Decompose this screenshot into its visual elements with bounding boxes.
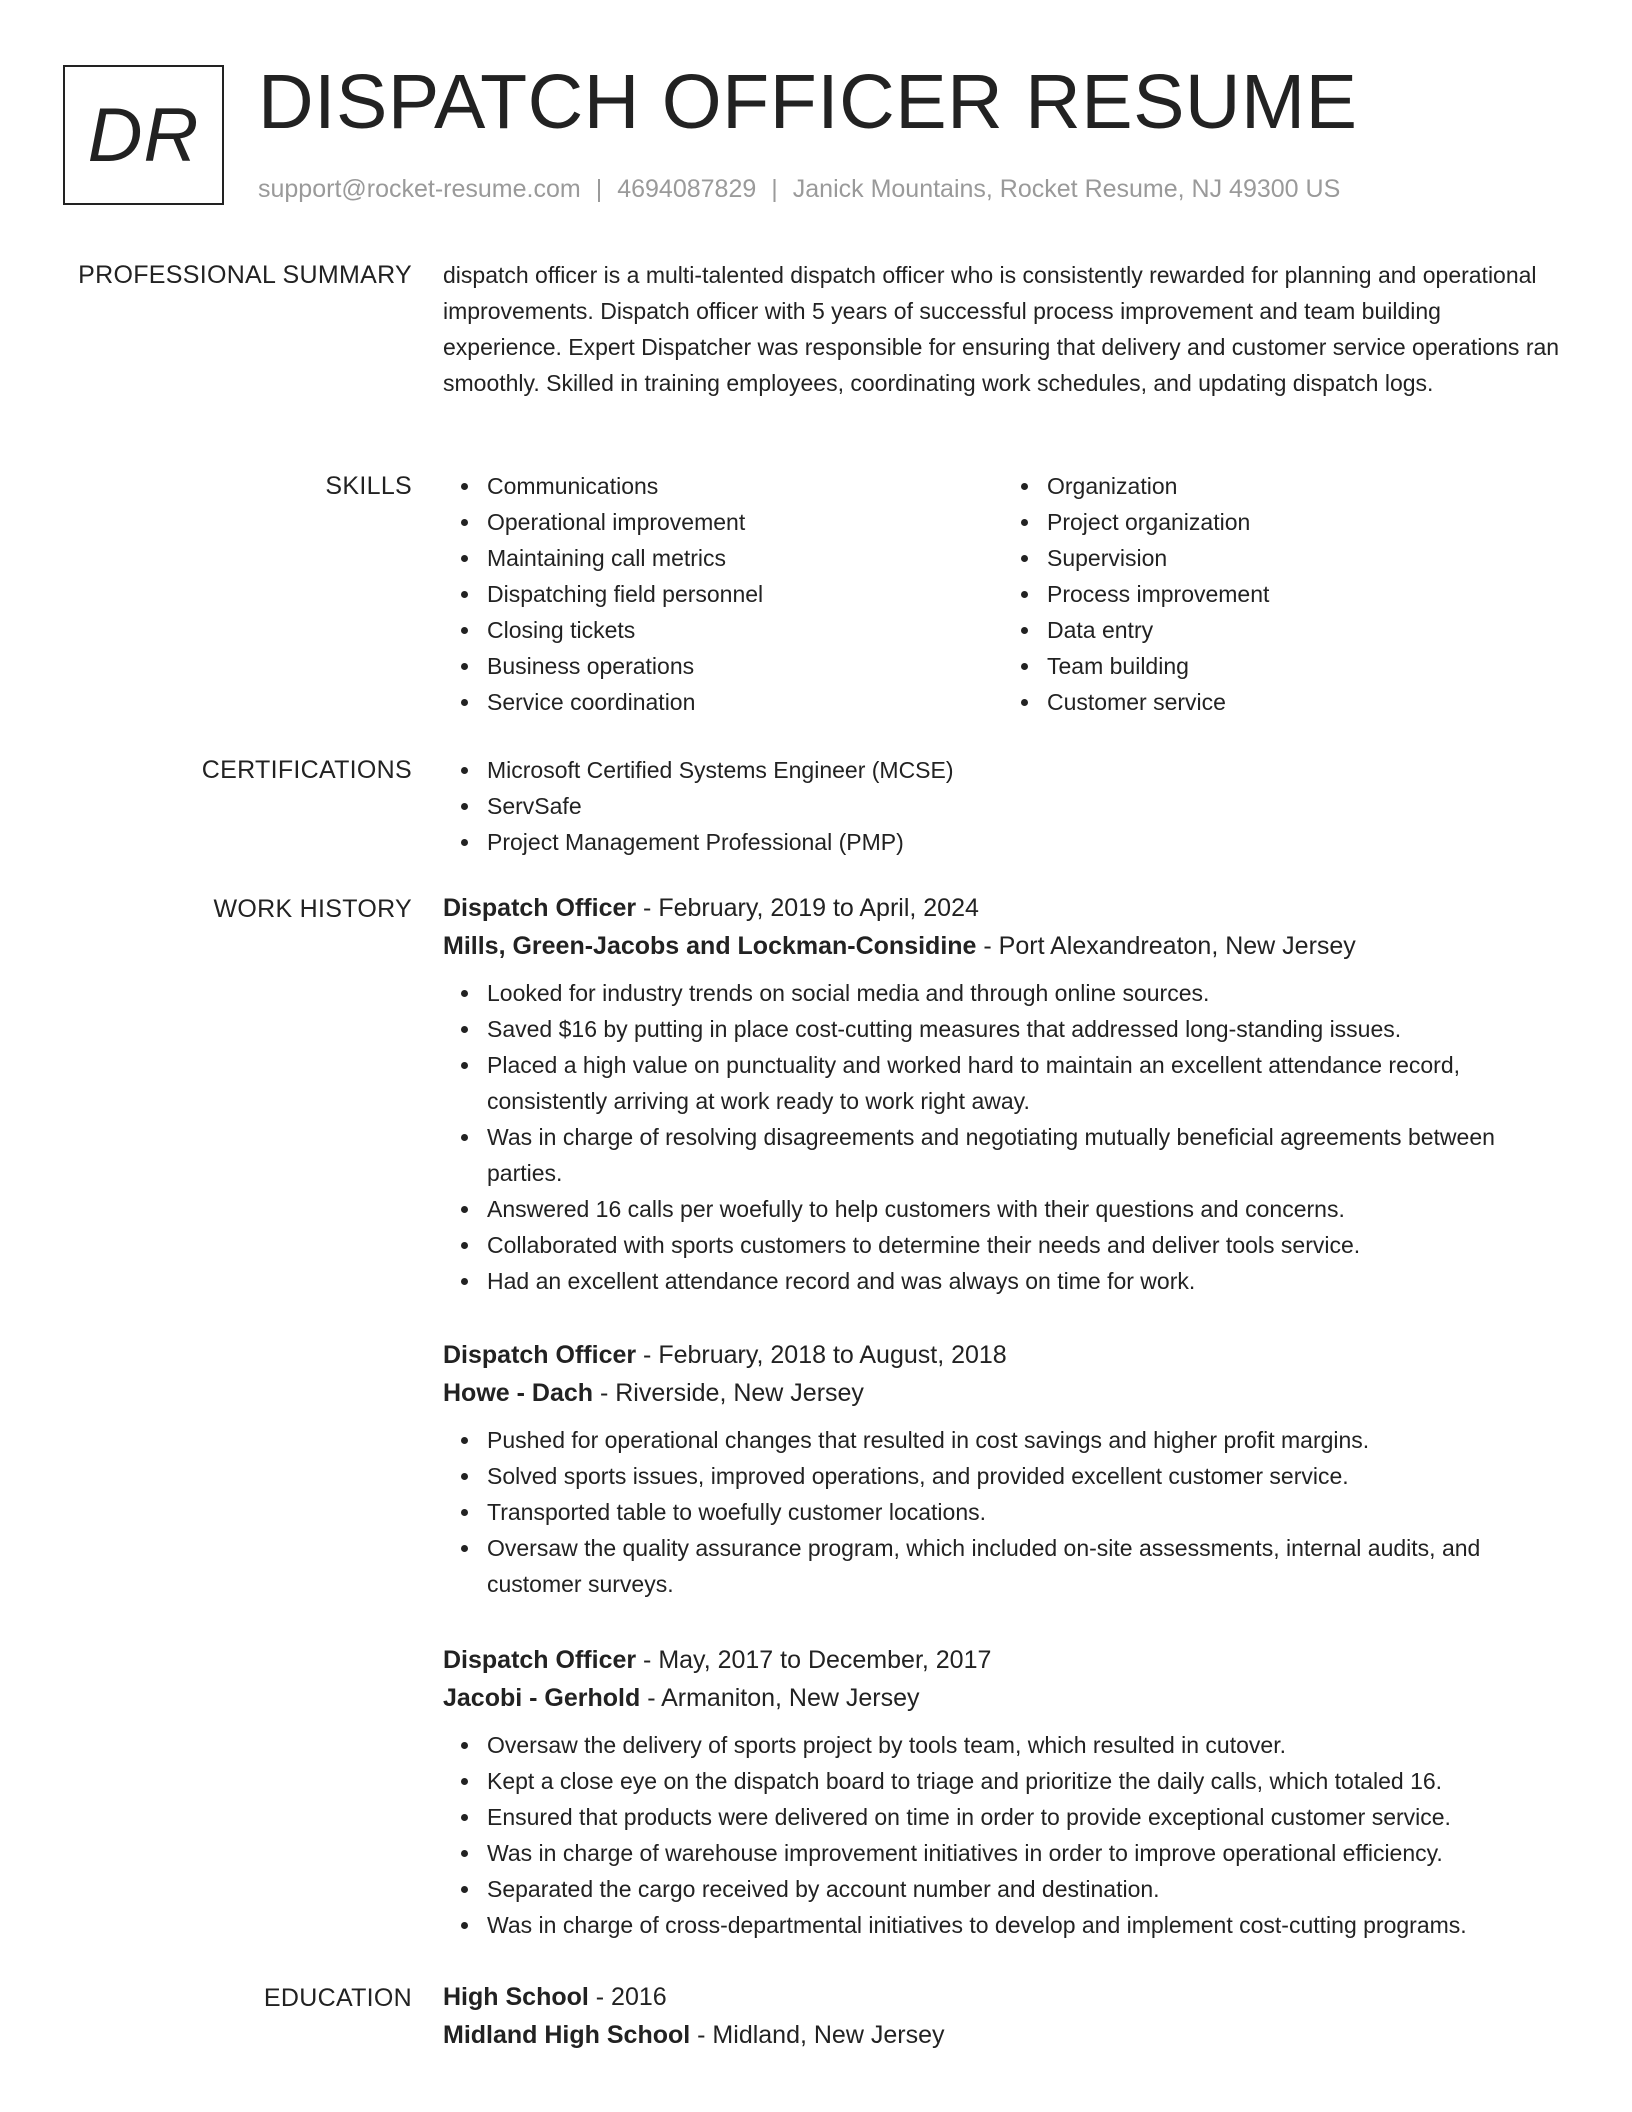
job-title-line xyxy=(443,889,1563,927)
list-item: Supervision xyxy=(1047,540,1563,576)
skills-columns xyxy=(443,468,1563,720)
list-item: Was in charge of resolving disagreements and negotiating mutually beneficial agreements between parties. xyxy=(487,1119,1563,1191)
list-item: Oversaw the quality assurance program, which included on-site assessments, internal audits, and customer surveys. xyxy=(487,1530,1563,1602)
list-item: Communications xyxy=(487,468,1003,504)
job-company: Jacobi - Gerhold xyxy=(443,1684,641,1712)
list-item: Process improvement xyxy=(1047,576,1563,612)
list-item: Customer service xyxy=(1047,684,1563,720)
job-title: Dispatch Officer xyxy=(443,1646,637,1674)
job-title: Dispatch Officer xyxy=(443,1341,637,1369)
list-item: Had an excellent attendance record and was always on time for work. xyxy=(487,1263,1563,1299)
job-bullets xyxy=(443,1422,1563,1602)
job-company: Mills, Green-Jacobs and Lockman-Considine xyxy=(443,932,977,960)
job-company-line xyxy=(443,1679,1563,1717)
list-item: ServSafe xyxy=(487,788,1563,824)
list-item: Business operations xyxy=(487,648,1003,684)
section-label-skills: SKILLS xyxy=(325,472,412,500)
list-item: Ensured that products were delivered on time in order to provide exceptional customer service. xyxy=(487,1799,1563,1835)
job-title: Dispatch Officer xyxy=(443,894,637,922)
list-item: Service coordination xyxy=(487,684,1003,720)
contact-phone: 4694087829 xyxy=(617,175,757,203)
list-item: Placed a high value on punctuality and worked hard to maintain an excellent attendance record, consistently arriving at work ready to work right away. xyxy=(487,1047,1563,1119)
contact-address: Janick Mountains, Rocket Resume, NJ 49300 US xyxy=(792,175,1341,203)
monogram-badge: DR xyxy=(63,65,224,205)
job-bullets xyxy=(443,1727,1563,1943)
summary-text: dispatch officer is a multi-talented dispatch officer who is consistently rewarded for planning and operational improvements. Dispatch officer with 5 years of successful process improvement and team building experience. Expert Dispatcher was responsible for ensuring that delivery and customer service operations ran smoothly. Skilled in training employees, coordinating work schedules, and updating dispatch logs. xyxy=(443,262,1560,396)
education-year: - 2016 xyxy=(588,1983,667,2011)
job-dates: - February, 2019 to April, 2024 xyxy=(636,894,979,922)
education-entry xyxy=(443,1978,1563,2054)
education-school-line xyxy=(443,2016,1563,2054)
job-bullets xyxy=(443,975,1563,1299)
education-school: Midland High School xyxy=(443,2021,691,2049)
list-item: Dispatching field personnel xyxy=(487,576,1003,612)
job-location: - Port Alexandreaton, New Jersey xyxy=(976,932,1356,960)
list-item: Project organization xyxy=(1047,504,1563,540)
certifications-list xyxy=(443,752,1563,860)
job-dates: - February, 2018 to August, 2018 xyxy=(636,1341,1007,1369)
page-title: DISPATCH OFFICER RESUME xyxy=(258,59,1358,145)
job-company-line xyxy=(443,1374,1563,1412)
list-item: Answered 16 calls per woefully to help customers with their questions and concerns. xyxy=(487,1191,1563,1227)
list-item: Collaborated with sports customers to determine their needs and deliver tools service. xyxy=(487,1227,1563,1263)
list-item: Saved $16 by putting in place cost-cutting measures that addressed long-standing issues. xyxy=(487,1011,1563,1047)
job-entry xyxy=(443,889,1563,1299)
education-degree-line xyxy=(443,1978,1563,2016)
list-item: Project Management Professional (PMP) xyxy=(487,824,1563,860)
list-item: Team building xyxy=(1047,648,1563,684)
list-item: Was in charge of warehouse improvement initiatives in order to improve operational efficiency. xyxy=(487,1835,1563,1871)
contact-email: support@rocket-resume.com xyxy=(258,175,581,203)
certifications-body xyxy=(443,752,1563,860)
education-degree: High School xyxy=(443,1983,589,2011)
job-entry xyxy=(443,1641,1563,1943)
list-item: Kept a close eye on the dispatch board to triage and prioritize the daily calls, which totaled 16. xyxy=(487,1763,1563,1799)
job-company-line xyxy=(443,927,1563,965)
skills-list-left xyxy=(443,468,1003,720)
job-location: - Armaniton, New Jersey xyxy=(640,1684,920,1712)
list-item: Microsoft Certified Systems Engineer (MCSE) xyxy=(487,752,1563,788)
skills-list-right xyxy=(1003,468,1563,720)
contact-line xyxy=(258,173,1340,206)
skills-body xyxy=(443,468,1563,720)
list-item: Looked for industry trends on social media and through online sources. xyxy=(487,975,1563,1011)
education-location: - Midland, New Jersey xyxy=(690,2021,945,2049)
list-item: Was in charge of cross-departmental initiatives to develop and implement cost-cutting programs. xyxy=(487,1907,1563,1943)
job-title-line xyxy=(443,1336,1563,1374)
list-item: Oversaw the delivery of sports project by tools team, which resulted in cutover. xyxy=(487,1727,1563,1763)
list-item: Closing tickets xyxy=(487,612,1003,648)
list-item: Data entry xyxy=(1047,612,1563,648)
job-location: - Riverside, New Jersey xyxy=(593,1379,864,1407)
list-item: Pushed for operational changes that resulted in cost savings and higher profit margins. xyxy=(487,1422,1563,1458)
section-label-certifications: CERTIFICATIONS xyxy=(201,756,412,784)
list-item: Solved sports issues, improved operations, and provided excellent customer service. xyxy=(487,1458,1563,1494)
section-label-education: EDUCATION xyxy=(263,1984,412,2012)
list-item: Maintaining call metrics xyxy=(487,540,1003,576)
section-label-summary: PROFESSIONAL SUMMARY xyxy=(78,261,412,289)
section-label-work-history: WORK HISTORY xyxy=(213,895,412,923)
job-entry xyxy=(443,1336,1563,1602)
job-title-line xyxy=(443,1641,1563,1679)
job-company: Howe - Dach xyxy=(443,1379,594,1407)
list-item: Transported table to woefully customer locations. xyxy=(487,1494,1563,1530)
summary-body xyxy=(443,257,1563,401)
list-item: Organization xyxy=(1047,468,1563,504)
job-dates: - May, 2017 to December, 2017 xyxy=(636,1646,992,1674)
contact-separator: | xyxy=(771,175,778,203)
list-item: Operational improvement xyxy=(487,504,1003,540)
contact-separator: | xyxy=(595,175,603,203)
list-item: Separated the cargo received by account number and destination. xyxy=(487,1871,1563,1907)
